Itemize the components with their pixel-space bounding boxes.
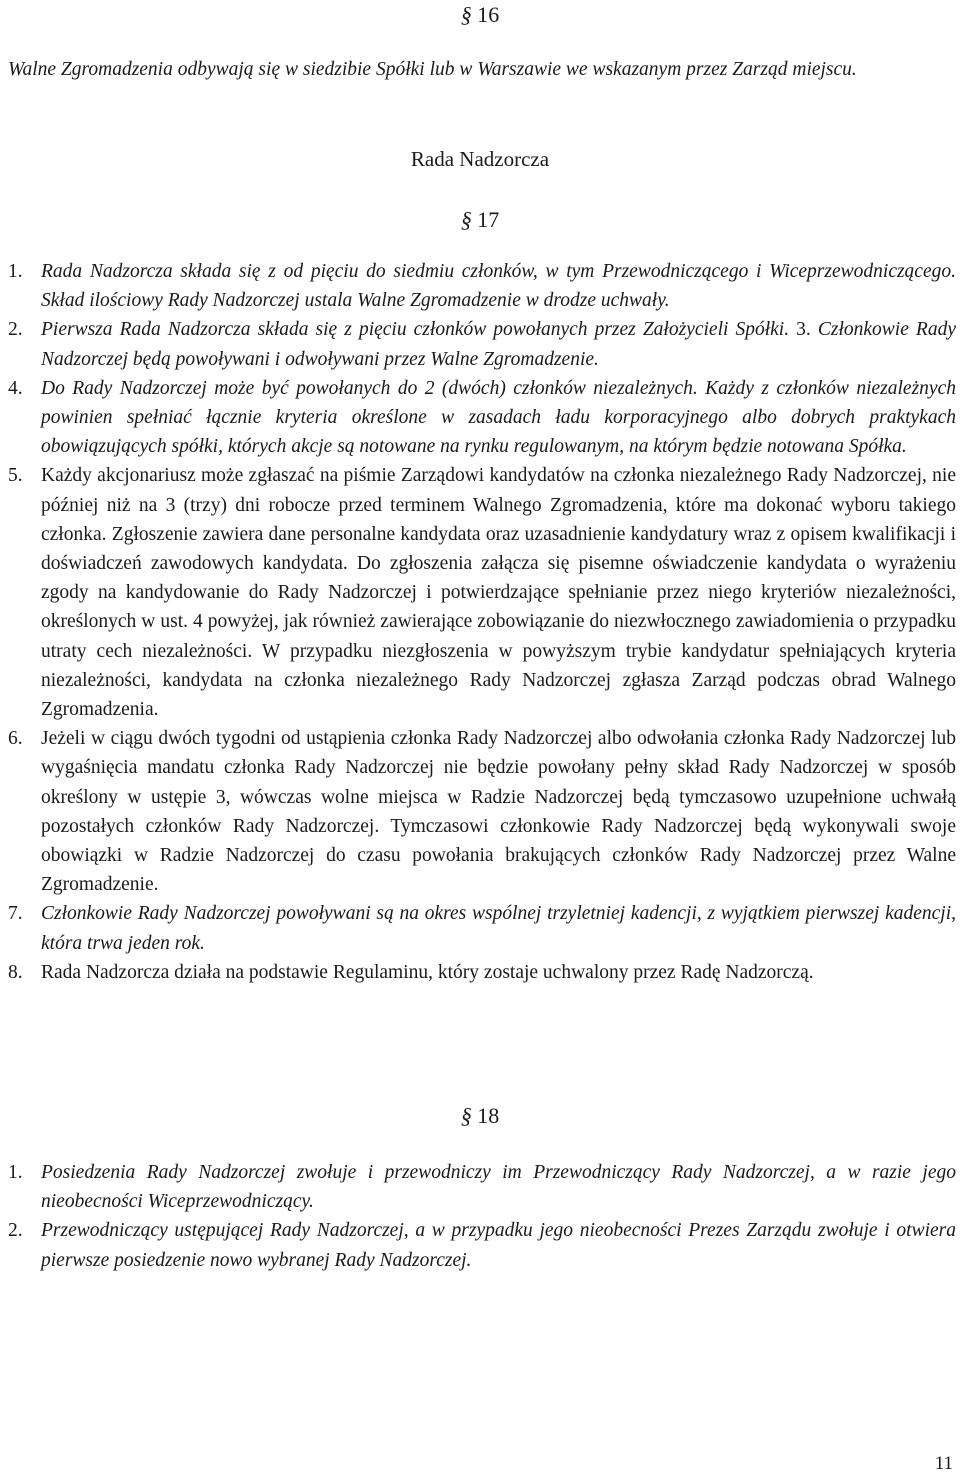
item-number: 8. xyxy=(8,961,23,983)
section-16-heading xyxy=(0,2,960,28)
list-item xyxy=(8,374,956,462)
list-item xyxy=(8,724,956,899)
item-number: 5. xyxy=(8,465,23,487)
item-text: Posiedzenia Rady Nadzorczej zwołuje i przewodniczy im Przewodniczący Rady Nadzorczej, a w razie jego nieobecności Wiceprzewodniczący. xyxy=(41,1162,956,1213)
list-item xyxy=(8,1216,956,1274)
item-text: Pierwsza Rada Nadzorcza składa się z pięciu członków powołanych przez Założycieli Spółki. xyxy=(41,319,797,341)
section-17-heading xyxy=(0,207,960,233)
item-text: Rada Nadzorcza składa się z od pięciu do siedmiu członków, w tym Przewodniczącego i Wiceprzewodniczącego. Skład ilościowy Rady Nadzorczej ustala Walne Zgromadzenie w drodze uchwały. xyxy=(41,261,956,312)
item-text: Członkowie Rady Nadzorczej powoływani są na okres wspólnej trzyletniej kadencji, z wyjątkiem pierwszej kadencji, która trwa jeden rok. xyxy=(41,903,956,954)
item-number: 6. xyxy=(8,728,23,750)
list-item xyxy=(8,461,956,724)
list-item xyxy=(8,257,956,315)
list-item xyxy=(8,899,956,957)
section-16-text: Walne Zgromadzenia odbywają się w siedzibie Spółki lub w Warszawie we wskazanym przez Zarząd miejscu. xyxy=(8,59,857,80)
item-text: Przewodniczący ustępującej Rady Nadzorczej, a w przypadku jego nieobecności Prezes Zarządu zwołuje i otwiera pierwsze posiedzenie nowo wybranej Rady Nadzorczej. xyxy=(41,1220,956,1271)
item-number: 1. xyxy=(8,1162,23,1183)
page-number: 11 xyxy=(934,1453,953,1474)
section-18-list xyxy=(8,1158,956,1275)
section-title: Rada Nadzorcza xyxy=(410,147,550,171)
item-text: Do Rady Nadzorczej może być powołanych do 2 (dwóch) członków niezależnych. Każdy z członków niezależnych powinien spełniać łącznie kryteria określone w zasadach ładu korporacyjnego albo dobrych praktykach obowiązujących spółki, których akcje są notowane na rynku regulowanym, na którym będzie notowana Spółka. xyxy=(41,377,956,458)
item-text: 3. xyxy=(796,319,811,341)
section-17-list xyxy=(8,257,956,987)
item-text: Jeżeli w ciągu dwóch tygodni od ustąpienia członka Rady Nadzorczej albo odwołania członka Rady Nadzorczej lub wygaśnięcia mandatu członka Rady Nadzorczej nie będzie powołany pełny skład Rady Nadzorczej w sposób określony w ustępie 3, wówczas wolne miejsca w Radzie Nadzorczej będą tymczasowo uzupełnione uchwałą pozostałych członków Rady Nadzorczej. Tymczasowi członkowie Rady Nadzorczej będą wykonywali swoje obowiązki w Radzie Nadzorczej do czasu powołania brakujących członków Rady Nadzorczej przez Walne Zgromadzenie. xyxy=(41,728,956,896)
item-text: Każdy akcjonariusz może zgłaszać na piśmie Zarządowi kandydatów na członka niezależnego Rady Nadzorczej, nie później niż na 3 (trzy) dni robocze przed terminem Walnego Zgromadzenia, które ma dokonać wyboru takiego członka. Zgłoszenie zawiera dane personalne kandydata oraz uzasadnienie kandydatury wraz z opisem kwalifikacji i doświadczeń zawodowych kandydata. Do zgłoszenia załącza się pisemne oświadczenie kandydata o wyrażeniu zgody na kandydowanie do Rady Nadzorczej i potwierdzające spełnianie przez niego kryteriów niezależności, określonych w ust. 4 powyżej, jak również zawierające zobowiązanie do niezwłocznego zawiadomienia o przypadku utraty cech niezależności. W przypadku niezgłoszenia w powyższym trybie kandydatur spełniających kryteria niezależności, kandydata na członka niezależnego Rady Nadzorczej zgłasza Zarząd podczas obrad Walnego Zgromadzenia. xyxy=(41,465,956,721)
item-number: 1. xyxy=(8,261,23,282)
section-mark: § xyxy=(460,1103,472,1128)
item-number: 7. xyxy=(8,903,23,925)
item-number: 4. xyxy=(8,377,23,399)
list-item xyxy=(8,958,956,987)
section-mark: § xyxy=(460,207,472,232)
item-text: Rada Nadzorcza działa na podstawie Regulaminu, który zostaje uchwalony przez Radę Nadzorczą. xyxy=(41,961,814,983)
list-item xyxy=(8,315,956,373)
item-text: Członkowie Rady Nadzorczej będą powoływani i odwoływani przez Walne Zgromadzenie. xyxy=(41,319,956,370)
section-18-heading xyxy=(0,1103,960,1129)
item-number: 2. xyxy=(8,319,23,341)
section-number: 17 xyxy=(477,207,500,232)
section-mark: § xyxy=(460,2,472,27)
section-number: 18 xyxy=(477,1103,500,1128)
item-number: 2. xyxy=(8,1220,23,1242)
list-item xyxy=(8,1158,956,1216)
section-number: 16 xyxy=(477,2,500,27)
